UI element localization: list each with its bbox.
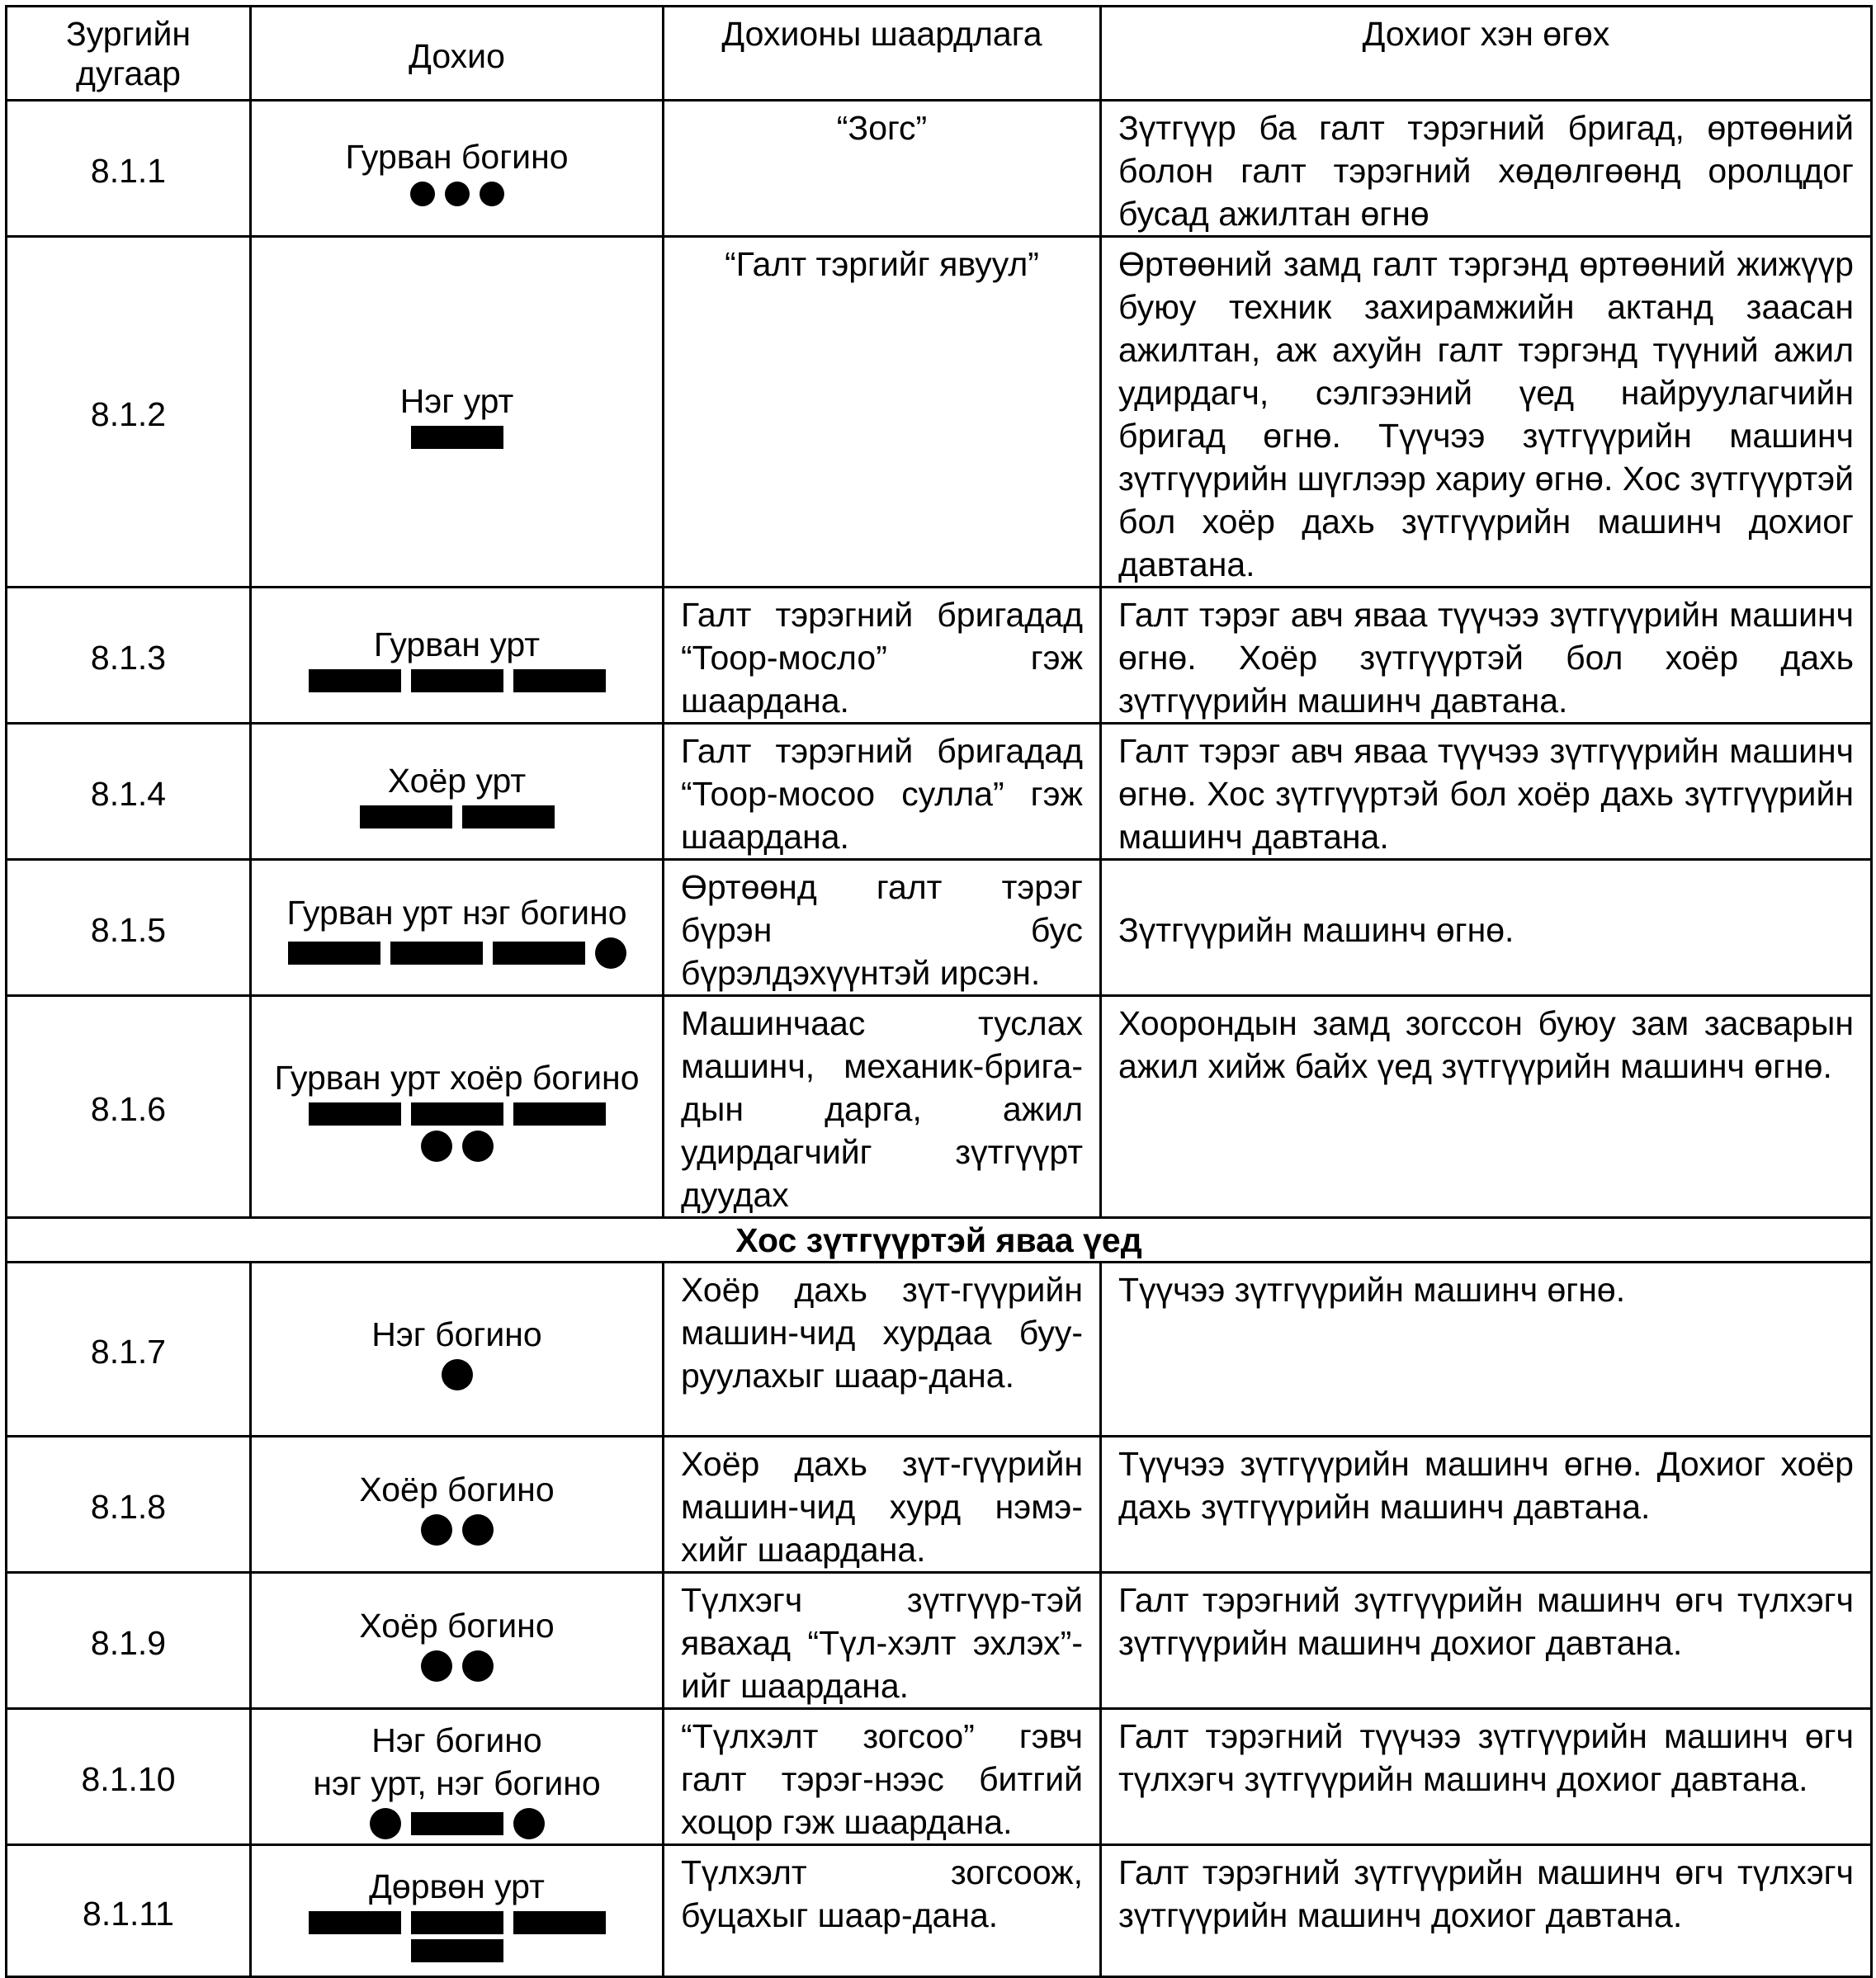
short-signal-dot	[421, 1131, 452, 1162]
signal-cell	[251, 724, 664, 860]
signal-cell	[251, 1263, 664, 1437]
short-signal-dot	[462, 1650, 494, 1682]
signal-name: Гурван урт хоёр богино	[274, 1059, 640, 1097]
signal-cell	[251, 1845, 664, 1977]
signal-pattern	[268, 426, 645, 449]
long-signal-dash	[513, 1911, 606, 1934]
signal-name: Гурван урт	[373, 626, 541, 663]
signal-cell	[251, 860, 664, 996]
long-signal-dash	[462, 805, 555, 828]
short-signal-dot	[480, 182, 504, 206]
signal-giver: Хоорондын замд зогссон буюу зам засварын ажил хийж байх үед зүтгүүрийн машинч өгнө.	[1101, 996, 1872, 1218]
short-signal-dot	[421, 1650, 452, 1682]
signal-giver: Түүчээ зүтгүүрийн машинч өгнө.	[1101, 1263, 1872, 1437]
long-signal-dash	[411, 1911, 503, 1934]
table-row	[7, 237, 1872, 588]
short-signal-dot	[462, 1131, 494, 1162]
table-row	[7, 996, 1872, 1218]
signal-giver: Өртөөний замд галт тэргэнд өртөөний жижүүр буюу техник захирамжийн актанд заасан ажилтан, аж ахуйн галт тэргэнд түүний ажил удирдагч, сэлгээний үед найруулагчийн бригад өгнө. Түүчээ зүтгүүрийн машинч зүтгүүрийн шүглээр хариу өгнө. Хос зүтгүүртэй бол хоёр дахь зүтгүүрийн машинч дохиог давтана.	[1101, 237, 1872, 588]
signal-giver: Галт тэрэг авч яваа түүчээ зүтгүүрийн машинч өгнө. Хоёр зүтгүүртэй бол хоёр дахь зүтгүүрийн машинч давтана.	[1101, 588, 1872, 724]
signal-pattern	[268, 669, 645, 692]
signal-requirement: “Түлхэлт зогсоо” гэвч галт тэрэг-нээс битгий хоцор гэж шаардана.	[664, 1709, 1101, 1845]
signal-requirement: Хоёр дахь зүт-гүүрийн машин-чид хурдаа буу-руулахыг шаар-дана.	[664, 1263, 1101, 1437]
long-signal-dash	[309, 669, 401, 692]
signal-pattern	[296, 1102, 618, 1162]
signal-name-line-2: нэг урт, нэг богино	[313, 1764, 601, 1802]
signal-giver: Галт тэрэгний зүтгүүрийн машинч өгч түлхэгч зүтгүүрийн машинч дохиог давтана.	[1101, 1845, 1872, 1977]
figure-number: 8.1.11	[7, 1845, 251, 1977]
signal-cell	[251, 237, 664, 588]
short-signal-dot	[421, 1514, 452, 1546]
signal-name: Хоёр богино	[359, 1607, 555, 1645]
table-row	[7, 860, 1872, 996]
signal-giver: Галт тэрэгний зүтгүүрийн машинч өгч түлхэгч зүтгүүрийн машинч дохиог давтана.	[1101, 1573, 1872, 1709]
signal-giver: Галт тэрэгний түүчээ зүтгүүрийн машинч өгч түлхэгч зүтгүүрийн машинч дохиог давтана.	[1101, 1709, 1872, 1845]
table-row	[7, 588, 1872, 724]
long-signal-dash	[411, 669, 503, 692]
section-title: Хос зүтгүүртэй яваа үед	[7, 1218, 1872, 1263]
signal-name: Нэг богино	[371, 1315, 542, 1353]
long-signal-dash	[411, 426, 503, 449]
signal-giver: Зүтгүүрийн машинч өгнө.	[1101, 860, 1872, 996]
table-row	[7, 1263, 1872, 1437]
long-signal-dash	[513, 1102, 606, 1126]
signal-cell	[251, 1709, 664, 1845]
signal-name: Дөрвөн урт	[369, 1867, 545, 1905]
signal-pattern	[268, 937, 645, 969]
signal-cell	[251, 996, 664, 1218]
long-signal-dash	[513, 669, 606, 692]
long-signal-dash	[288, 942, 380, 965]
figure-number: 8.1.3	[7, 588, 251, 724]
table-row	[7, 724, 1872, 860]
long-signal-dash	[411, 1102, 503, 1126]
signal-pattern	[268, 805, 645, 828]
long-signal-dash	[360, 805, 452, 828]
signal-giver: Түүчээ зүтгүүрийн машинч өгнө. Дохиог хоёр дахь зүтгүүрийн машинч давтана.	[1101, 1437, 1872, 1573]
figure-number: 8.1.7	[7, 1263, 251, 1437]
section-row	[7, 1218, 1872, 1263]
long-signal-dash	[309, 1102, 401, 1126]
signal-cell	[251, 1437, 664, 1573]
short-signal-dot	[370, 1808, 401, 1839]
signal-cell	[251, 101, 664, 237]
long-signal-dash	[390, 942, 483, 965]
signal-pattern	[296, 1911, 618, 1962]
signal-cell	[251, 588, 664, 724]
signal-name: Хоёр богино	[359, 1471, 555, 1508]
figure-number: 8.1.1	[7, 101, 251, 237]
long-signal-dash	[411, 1812, 503, 1835]
figure-number: 8.1.4	[7, 724, 251, 860]
header-who-gives: Дохиог хэн өгөх	[1101, 7, 1872, 101]
short-signal-dot	[595, 937, 626, 969]
table-row	[7, 1845, 1872, 1977]
signal-name: Хоёр урт	[387, 762, 527, 800]
signal-requirement: “Зогс”	[664, 101, 1101, 237]
table-row	[7, 1573, 1872, 1709]
signal-giver: Галт тэрэг авч яваа түүчээ зүтгүүрийн машинч өгнө. Хос зүтгүүртэй бол хоёр дахь зүтгүүрийн машинч давтана.	[1101, 724, 1872, 860]
signal-requirement: “Галт тэргийг явуул”	[664, 237, 1101, 588]
short-signal-dot	[442, 1359, 473, 1390]
signal-pattern	[268, 1650, 645, 1682]
short-signal-dot	[410, 182, 435, 206]
signal-requirement: Хоёр дахь зүт-гүүрийн машин-чид хурд нэмэ-хийг шаардана.	[664, 1437, 1101, 1573]
long-signal-dash	[493, 942, 585, 965]
table-row	[7, 101, 1872, 237]
signal-pattern	[268, 1514, 645, 1546]
long-signal-dash	[309, 1911, 401, 1934]
signal-pattern	[268, 182, 645, 206]
signal-requirement: Түлхэлт зогсоож, буцахыг шаар-дана.	[664, 1845, 1101, 1977]
long-signal-dash	[411, 1939, 503, 1962]
figure-number: 8.1.6	[7, 996, 251, 1218]
signal-pattern	[268, 1359, 645, 1390]
table-row	[7, 1437, 1872, 1573]
signal-requirement: Өртөөнд галт тэрэг бүрэн бус бүрэлдэхүүнтэй ирсэн.	[664, 860, 1101, 996]
signal-requirement: Галт тэрэгний бригадад “Тоор-мосоо сулла” гэж шаардана.	[664, 724, 1101, 860]
figure-number: 8.1.8	[7, 1437, 251, 1573]
figure-number: 8.1.9	[7, 1573, 251, 1709]
header-requirement: Дохионы шаардлага	[664, 7, 1101, 101]
header-figure-number: Зургийн дугаар	[7, 7, 251, 101]
figure-number: 8.1.2	[7, 237, 251, 588]
signal-name: Гурван урт нэг богино	[286, 894, 627, 932]
header-row	[7, 7, 1872, 101]
short-signal-dot	[513, 1808, 545, 1839]
figure-number: 8.1.5	[7, 860, 251, 996]
signal-requirement: Түлхэгч зүтгүүр-тэй явахад “Түл-хэлт эхлэх”-ийг шаардана.	[664, 1573, 1101, 1709]
signal-name: Гурван богино	[345, 138, 569, 176]
signals-table	[5, 5, 1873, 1978]
signal-pattern	[268, 1808, 645, 1839]
signal-cell	[251, 1573, 664, 1709]
signal-name: Нэг богино	[371, 1721, 542, 1759]
short-signal-dot	[462, 1514, 494, 1546]
header-signal: Дохио	[251, 7, 664, 101]
figure-number: 8.1.10	[7, 1709, 251, 1845]
signal-name: Нэг урт	[399, 382, 514, 420]
signal-giver: Зүтгүүр ба галт тэрэгний бригад, өртөөний болон галт тэрэгний хөдөлгөөнд оролцдог бусад ажилтан өгнө	[1101, 101, 1872, 237]
signal-requirement: Галт тэрэгний бригадад “Тоор-мосло” гэж шаардана.	[664, 588, 1101, 724]
short-signal-dot	[445, 182, 470, 206]
table-row	[7, 1709, 1872, 1845]
signal-requirement: Машинчаас туслах машинч, механик-брига-дын дарга, ажил удирдагчийг зүтгүүрт дуудах	[664, 996, 1101, 1218]
